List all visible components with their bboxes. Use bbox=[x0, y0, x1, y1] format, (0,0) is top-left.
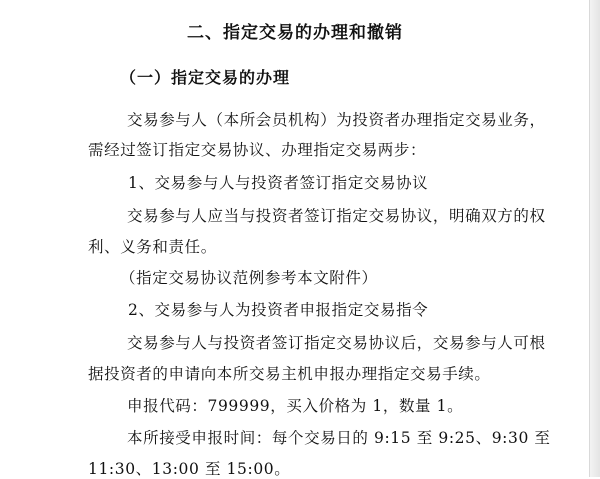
paragraph-line: 交易参与人（本所会员机构）为投资者办理指定交易业务， bbox=[127, 111, 546, 129]
paragraph-line: 1、交易参与人与投资者签订指定交易协议 bbox=[128, 174, 429, 192]
paragraph-line: 利、义务和责任。 bbox=[88, 238, 217, 256]
paragraph-line: 需经过签订指定交易协议、办理指定交易两步： bbox=[88, 141, 427, 159]
paragraph-line: 11:30、13:00 至 15:00。 bbox=[88, 460, 291, 478]
subsection-heading: （一）指定交易的办理 bbox=[120, 68, 291, 87]
paragraph-line: 本所接受申报时间：每个交易日的 9:15 至 9:25、9:30 至 bbox=[127, 429, 551, 447]
paragraph-line: （指定交易协议范例参考本文附件） bbox=[120, 269, 378, 287]
paragraph-line: 2、交易参与人为投资者申报指定交易指令 bbox=[128, 301, 429, 319]
paragraph-line: 交易参与人应当与投资者签订指定交易协议，明确双方的权 bbox=[127, 207, 546, 225]
page-edge bbox=[589, 0, 600, 477]
paragraph-line: 申报代码：799999，买入价格为 1，数量 1。 bbox=[127, 397, 464, 415]
paragraph-line: 据投资者的申请向本所交易主机申报办理指定交易手续。 bbox=[88, 365, 491, 383]
section-heading: 二、指定交易的办理和撤销 bbox=[187, 23, 403, 43]
paragraph-line: 交易参与人与投资者签订指定交易协议后，交易参与人可根 bbox=[127, 334, 546, 352]
